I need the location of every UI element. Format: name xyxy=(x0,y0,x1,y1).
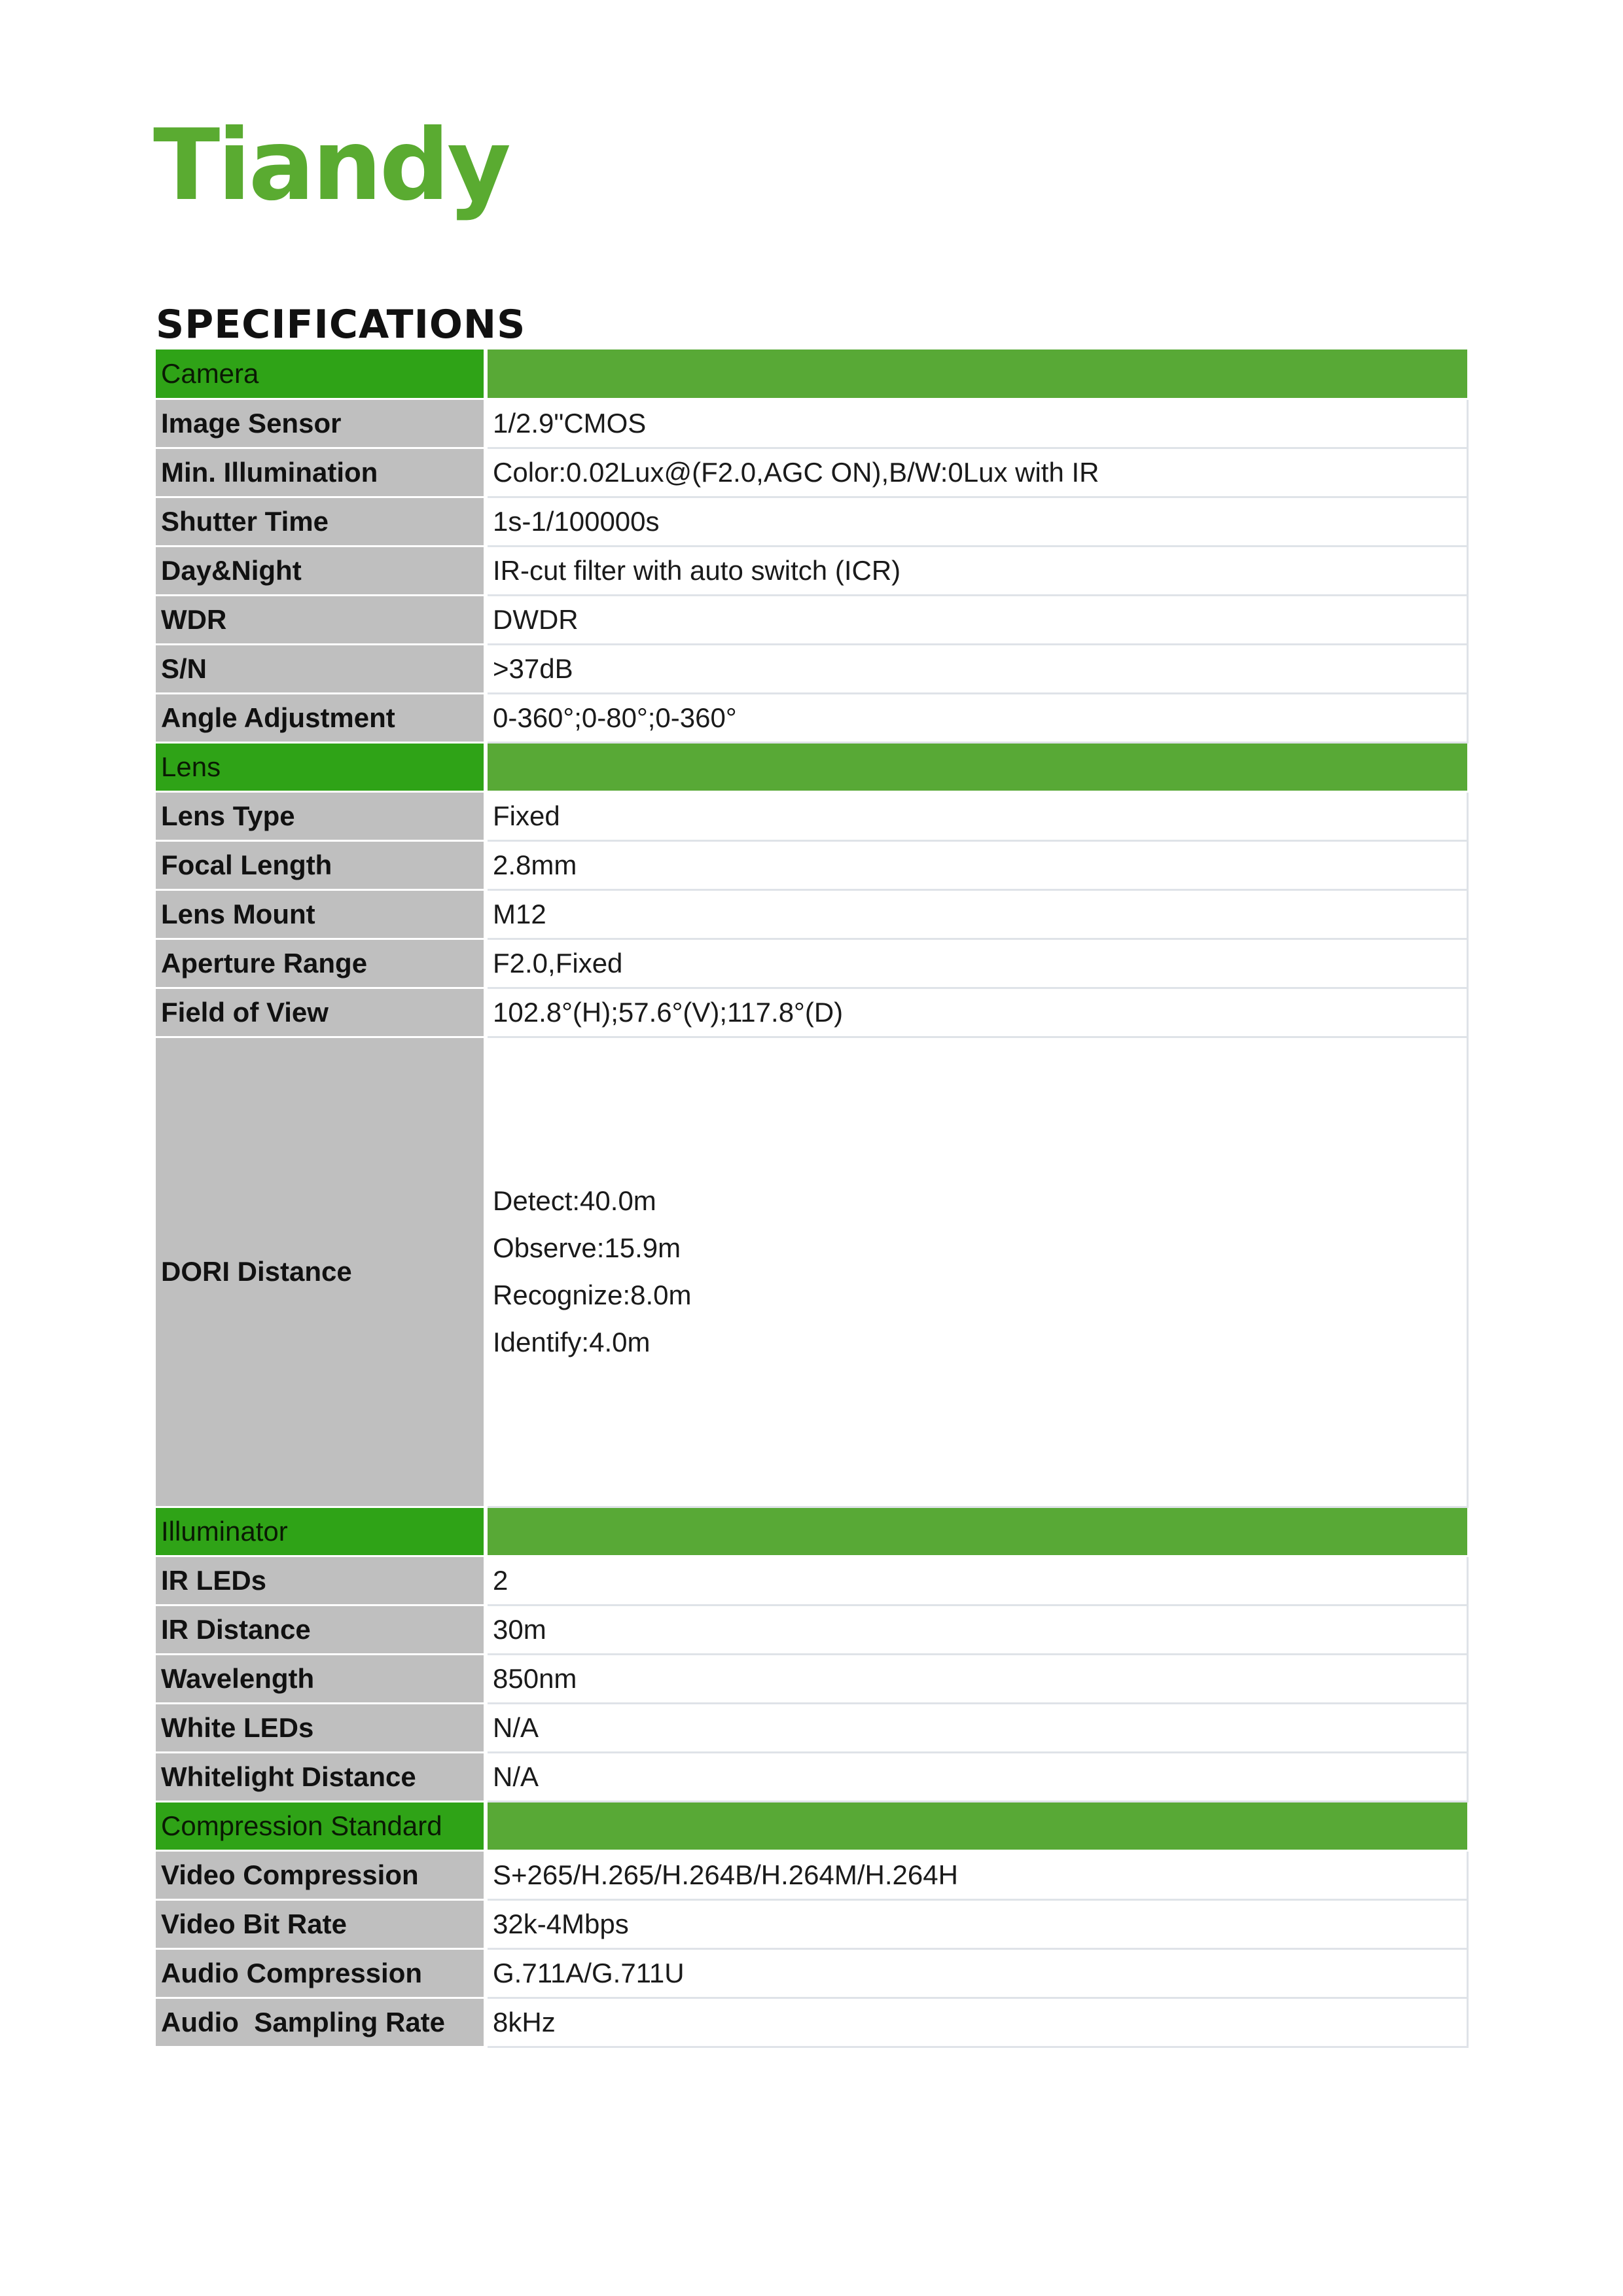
spec-label: Min. Illumination xyxy=(156,448,486,497)
spec-label: IR LEDs xyxy=(156,1556,486,1605)
section-bar xyxy=(486,1801,1467,1850)
spec-row xyxy=(156,889,1467,939)
spec-label: Shutter Time xyxy=(156,497,486,546)
spec-row xyxy=(156,1998,1467,2047)
spec-label: Video Bit Rate xyxy=(156,1899,486,1948)
spec-value: 0-360°;0-80°;0-360° xyxy=(486,693,1467,742)
spec-row xyxy=(156,1948,1467,1998)
dori-line: Identify:4.0m xyxy=(493,1327,651,1357)
spec-label: Aperture Range xyxy=(156,939,486,988)
spec-value: 2 xyxy=(486,1556,1467,1605)
spec-value: N/A xyxy=(486,1752,1467,1801)
spec-value: IR-cut filter with auto switch (ICR) xyxy=(486,546,1467,595)
spec-row xyxy=(156,693,1467,742)
spec-row xyxy=(156,988,1467,1037)
section-header-compression xyxy=(156,1801,1467,1850)
spec-label: Whitelight Distance xyxy=(156,1752,486,1801)
spec-label: White LEDs xyxy=(156,1703,486,1752)
spec-label: IR Distance xyxy=(156,1605,486,1654)
spec-row xyxy=(156,595,1467,644)
spec-row xyxy=(156,1605,1467,1654)
section-title: Compression Standard xyxy=(156,1801,486,1850)
spec-value: Fixed xyxy=(486,791,1467,840)
dori-line: Recognize:8.0m xyxy=(493,1280,692,1310)
spec-label: Day&Night xyxy=(156,546,486,595)
spec-label: Lens Mount xyxy=(156,889,486,939)
tiandy-logo: Tiandy xyxy=(153,109,508,223)
spec-value: >37dB xyxy=(486,644,1467,693)
spec-value: 2.8mm xyxy=(486,840,1467,889)
spec-row xyxy=(156,497,1467,546)
spec-row xyxy=(156,1752,1467,1801)
spec-row xyxy=(156,448,1467,497)
spec-value: 102.8°(H);57.6°(V);117.8°(D) xyxy=(486,988,1467,1037)
spec-row xyxy=(156,791,1467,840)
spec-row xyxy=(156,546,1467,595)
section-bar xyxy=(486,742,1467,791)
spec-label: Lens Type xyxy=(156,791,486,840)
section-header-camera xyxy=(156,350,1467,399)
section-header-lens xyxy=(156,742,1467,791)
page-title: SPECIFICATIONS xyxy=(156,302,526,348)
spec-row xyxy=(156,399,1467,448)
spec-value: 1s-1/100000s xyxy=(486,497,1467,546)
spec-label: Wavelength xyxy=(156,1654,486,1703)
spec-value: 32k-4Mbps xyxy=(486,1899,1467,1948)
spec-row xyxy=(156,939,1467,988)
spec-row xyxy=(156,1899,1467,1948)
spec-label: Field of View xyxy=(156,988,486,1037)
section-bar xyxy=(486,1507,1467,1556)
dori-line: Detect:40.0m xyxy=(493,1185,656,1216)
spec-row xyxy=(156,1850,1467,1899)
spec-value: DWDR xyxy=(486,595,1467,644)
spec-value-dori xyxy=(486,1037,1467,1507)
spec-value: F2.0,Fixed xyxy=(486,939,1467,988)
section-title: Illuminator xyxy=(156,1507,486,1556)
spec-value: 8kHz xyxy=(486,1998,1467,2047)
spec-value: 1/2.9"CMOS xyxy=(486,399,1467,448)
spec-label: WDR xyxy=(156,595,486,644)
spec-value: 850nm xyxy=(486,1654,1467,1703)
spec-value: G.711A/G.711U xyxy=(486,1948,1467,1998)
section-bar xyxy=(486,350,1467,399)
spec-label: Audio Compression xyxy=(156,1948,486,1998)
spec-row xyxy=(156,644,1467,693)
spec-label: Video Compression xyxy=(156,1850,486,1899)
spec-row-dori xyxy=(156,1037,1467,1507)
spec-value: S+265/H.265/H.264B/H.264M/H.264H xyxy=(486,1850,1467,1899)
spec-label: Angle Adjustment xyxy=(156,693,486,742)
specifications-table xyxy=(156,350,1469,2048)
spec-label: S/N xyxy=(156,644,486,693)
section-header-illuminator xyxy=(156,1507,1467,1556)
spec-value: N/A xyxy=(486,1703,1467,1752)
spec-value: Color:0.02Lux@(F2.0,AGC ON),B/W:0Lux with IR xyxy=(486,448,1467,497)
spec-value: 30m xyxy=(486,1605,1467,1654)
dori-line: Observe:15.9m xyxy=(493,1232,681,1263)
spec-row xyxy=(156,840,1467,889)
spec-value: M12 xyxy=(486,889,1467,939)
spec-row xyxy=(156,1654,1467,1703)
spec-label: Image Sensor xyxy=(156,399,486,448)
section-title: Lens xyxy=(156,742,486,791)
spec-label: Focal Length xyxy=(156,840,486,889)
spec-label: DORI Distance xyxy=(156,1037,486,1507)
section-title: Camera xyxy=(156,350,486,399)
spec-row xyxy=(156,1703,1467,1752)
spec-label: Audio Sampling Rate xyxy=(156,1998,486,2047)
spec-row xyxy=(156,1556,1467,1605)
